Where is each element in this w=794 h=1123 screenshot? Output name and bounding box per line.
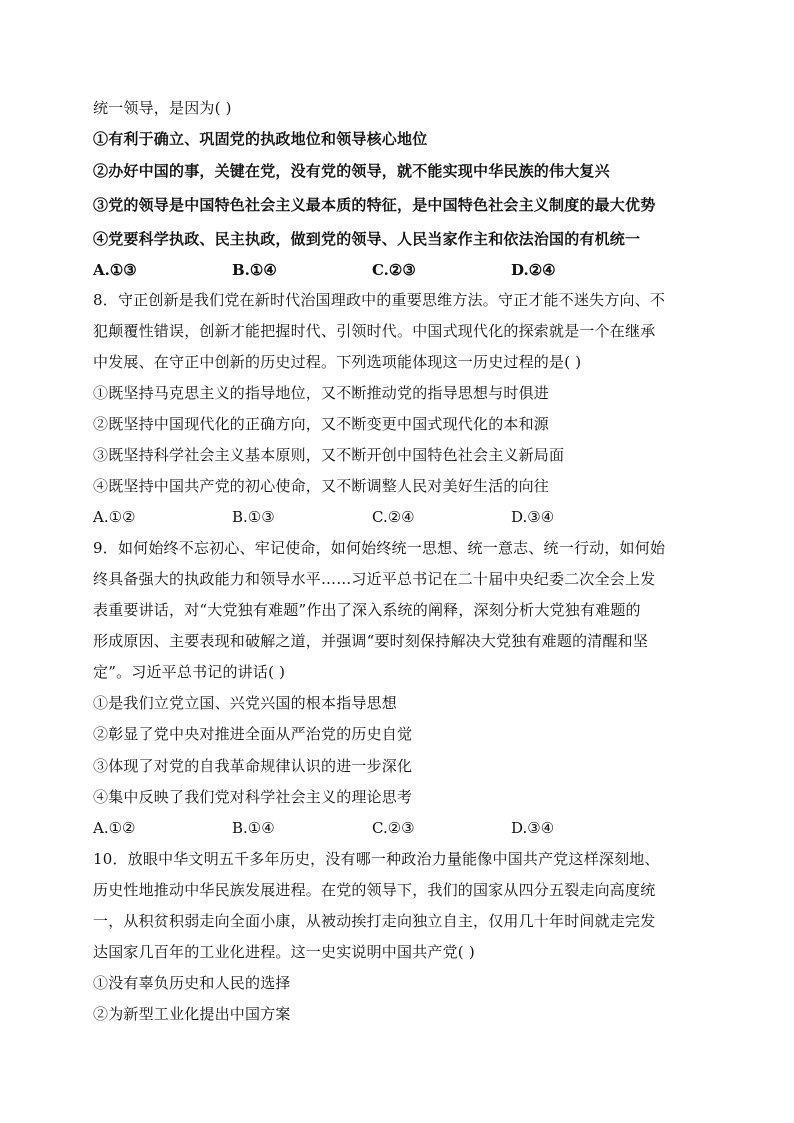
q9-stem-line-2: 终具备强大的执政能力和领导水平……习近平总书记在二十届中央纪委二次全会上发 [93, 570, 656, 588]
q7-options [93, 260, 713, 280]
q8-options [93, 507, 713, 527]
q7-option-a[interactable]: A.①③ [93, 261, 137, 279]
q9-stem-line-3: 表重要讲话，对“大党独有难题”作出了深入系统的阐释，深刻分析大党独有难题的 [93, 601, 641, 619]
q7-option-b[interactable]: B.①④ [232, 261, 277, 279]
q8-item-2: ②既坚持中国现代化的正确方向，又不断变更中国式现代化的本和源 [93, 415, 550, 433]
q9-item-2: ②彰显了党中央对推进全面从严治党的历史自觉 [93, 725, 413, 743]
q9-item-1: ①是我们立党立国、兴党兴国的根本指导思想 [93, 694, 398, 712]
q8-stem-line-3: 中发展、在守正中创新的历史过程。下列选项能体现这一历史过程的是( ) [93, 353, 582, 371]
q7-item-4: ④党要科学执政、民主执政，做到党的领导、人民当家作主和依法治国的有机统一 [93, 230, 641, 248]
q10-stem-line-3: 一，从积贫积弱走向全面小康，从被动挨打走向独立自主，仅用几十年时间就走完发 [93, 912, 656, 930]
q9-item-3: ③体现了对党的自我革命规律认识的进一步深化 [93, 757, 413, 775]
q8-item-4: ④既坚持中国共产党的初心使命，又不断调整人民对美好生活的向往 [93, 477, 550, 495]
q9-option-a[interactable]: A.①② [93, 819, 136, 837]
q8-option-d[interactable]: D.③④ [511, 508, 555, 526]
q10-stem-line-1: 10．放眼中华文明五千多年历史，没有哪一种政治力量能像中国共产党这样深刻地、 [93, 850, 660, 868]
q7-item-3: ③党的领导是中国特色社会主义最本质的特征，是中国特色社会主义制度的最大优势 [93, 196, 656, 214]
q8-item-3: ③既坚持科学社会主义基本原则，又不断开创中国特色社会主义新局面 [93, 446, 565, 464]
q9-stem-line-1: 9．如何始终不忘初心、牢记使命，如何始终统一思想、统一意志、统一行动，如何始 [93, 539, 666, 557]
q10-stem-line-4: 达国家几百年的工业化进程。这一史实说明中国共产党( ) [93, 943, 475, 961]
q9-item-4: ④集中反映了我们党对科学社会主义的理论思考 [93, 788, 413, 806]
q8-stem-line-1: 8．守正创新是我们党在新时代治国理政中的重要思维方法。守正才能不迷失方向、不 [93, 291, 666, 309]
q8-option-b[interactable]: B.①③ [232, 508, 275, 526]
q10-item-1: ①没有辜负历史和人民的选择 [93, 974, 291, 992]
q9-option-c[interactable]: C.②③ [372, 819, 415, 837]
q8-option-c[interactable]: C.②④ [372, 508, 415, 526]
q8-option-a[interactable]: A.①② [93, 508, 136, 526]
q10-item-2: ②为新型工业化提出中国方案 [93, 1005, 291, 1023]
q9-stem-line-5: 定”。习近平总书记的讲话( ) [93, 663, 286, 681]
q7-item-2: ②办好中国的事，关键在党，没有党的领导，就不能实现中华民族的伟大复兴 [93, 162, 610, 180]
q9-options [93, 818, 713, 838]
q8-stem-line-2: 犯颠覆性错误，创新才能把握时代、引领时代。中国式现代化的探索就是一个在继承 [93, 322, 656, 340]
q7-option-c[interactable]: C.②③ [372, 261, 416, 279]
q10-stem-line-2: 历史性地推动中华民族发展进程。在党的领导下，我们的国家从四分五裂走向高度统 [93, 881, 656, 899]
q9-option-b[interactable]: B.①④ [232, 819, 275, 837]
q7-item-1: ①有利于确立、巩固党的执政地位和领导核心地位 [93, 130, 428, 148]
q9-stem-line-4: 形成原因、主要表现和破解之道，并强调“要时刻保持解决大党独有难题的清醒和坚 [93, 632, 649, 650]
q7-option-d[interactable]: D.②④ [511, 261, 556, 279]
q9-option-d[interactable]: D.③④ [511, 819, 555, 837]
q8-item-1: ①既坚持马克思主义的指导地位，又不断推动党的指导思想与时俱进 [93, 384, 550, 402]
q7-stem-tail: 统一领导，是因为( ) [93, 99, 232, 117]
